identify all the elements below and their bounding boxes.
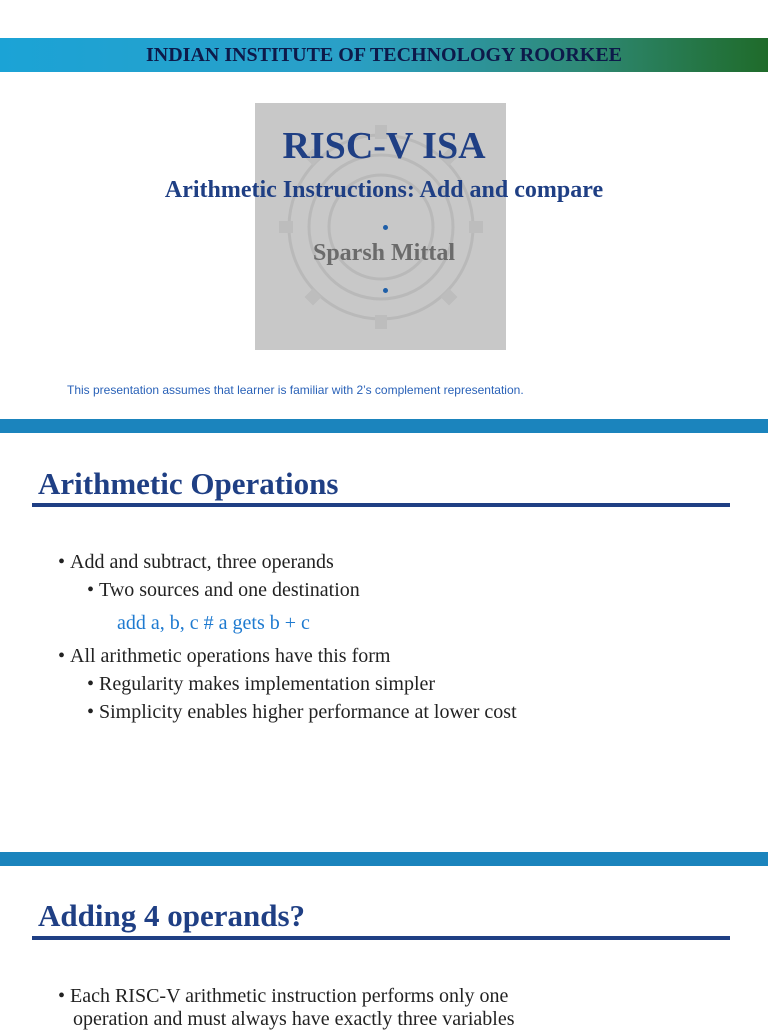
separator-dot-top	[383, 225, 388, 230]
presentation-subtitle: Arithmetic Instructions: Add and compare	[164, 177, 604, 203]
slide-divider	[0, 852, 768, 866]
sub-bullet-item: • Two sources and one destination	[87, 579, 360, 601]
sub-bullet-item: • Regularity makes implementation simpler	[87, 673, 436, 695]
slide-divider	[0, 419, 768, 433]
institute-name: INDIAN INSTITUTE OF TECHNOLOGY ROORKEE	[145, 44, 622, 66]
slide-heading: Arithmetic Operations	[38, 466, 339, 501]
code-example: add a, b, c # a gets b + c	[117, 612, 310, 634]
presentation-title: RISC-V ISA	[282, 125, 486, 167]
bullet-item: • Each RISC-V arithmetic instruction performs only one	[58, 985, 509, 1007]
heading-rule	[32, 503, 730, 507]
bullet-item: • Add and subtract, three operands	[58, 551, 334, 573]
sub-bullet-item: • Simplicity enables higher performance at lower cost	[87, 701, 517, 723]
bullet-item: • All arithmetic operations have this form	[58, 645, 391, 667]
bullet-continuation: operation and must always have exactly three variables	[73, 1008, 515, 1030]
separator-dot-bottom	[383, 288, 388, 293]
slide-heading: Adding 4 operands?	[38, 898, 306, 933]
author-name: Sparsh Mittal	[312, 240, 455, 266]
prerequisite-note: This presentation assumes that learner is familiar with 2’s complement representation.	[67, 383, 524, 397]
heading-rule	[32, 936, 730, 940]
institute-banner	[0, 38, 768, 72]
